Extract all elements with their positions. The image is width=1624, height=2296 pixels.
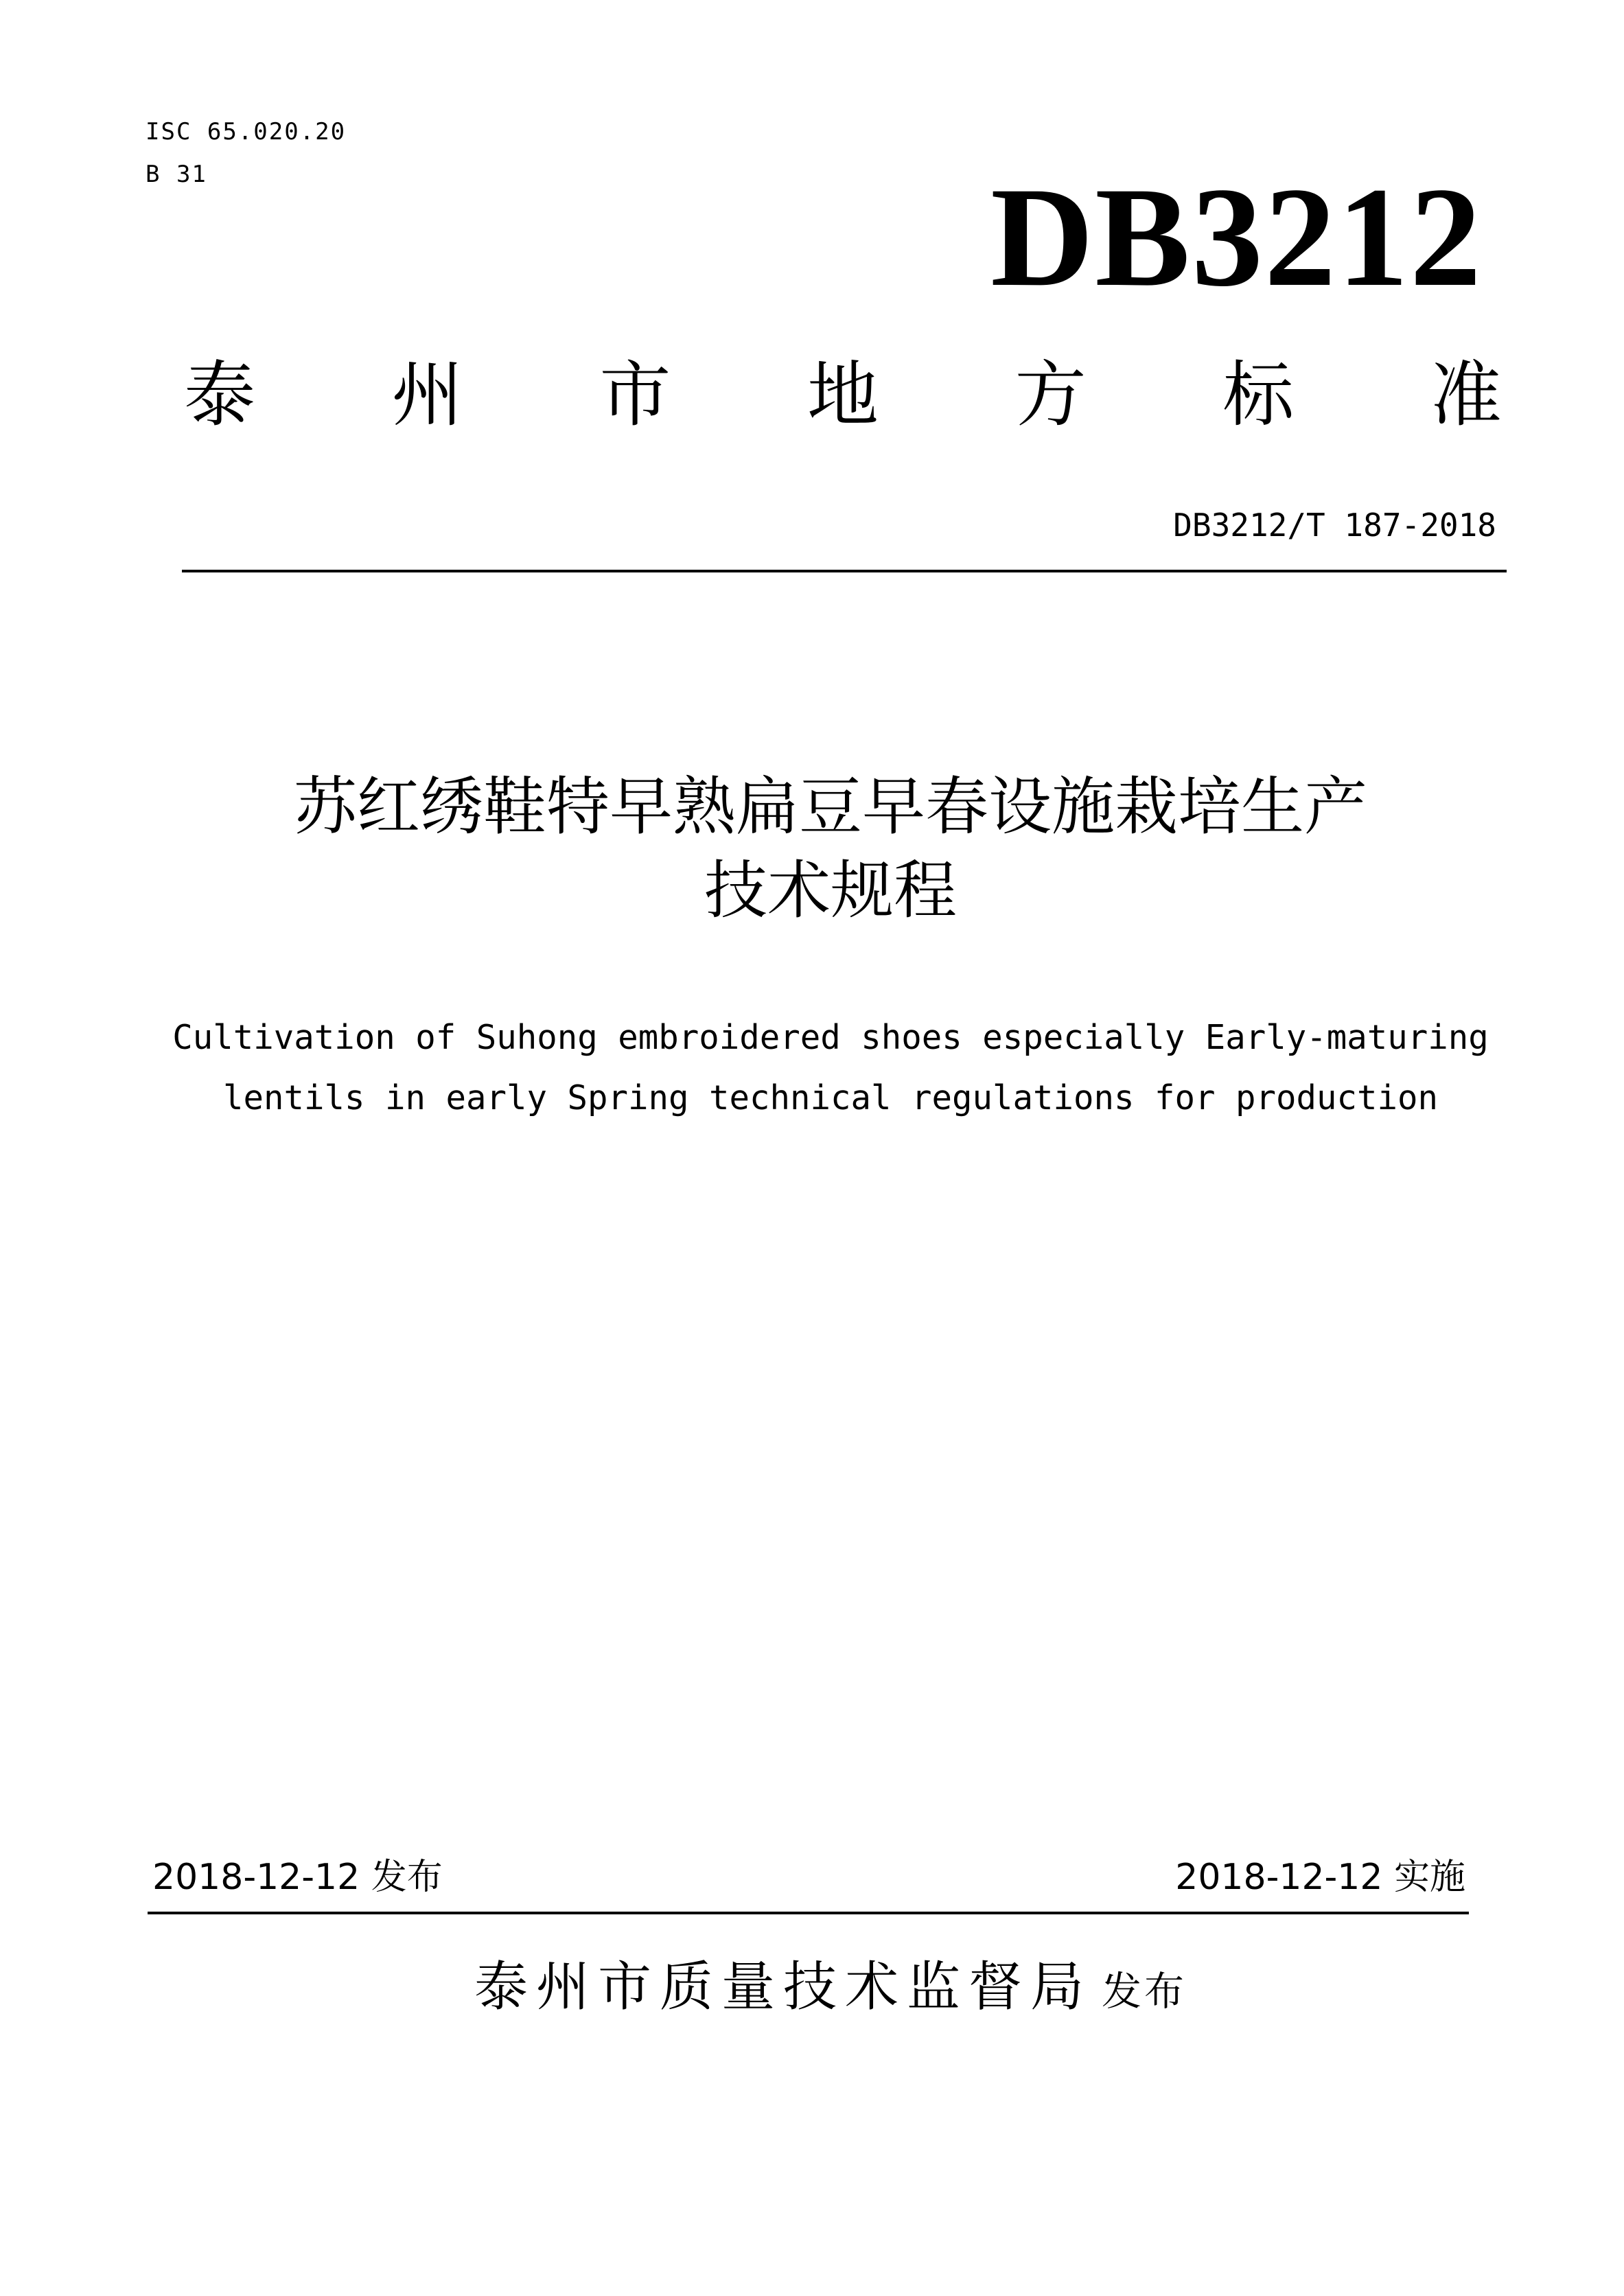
title-en-line: lentils in early Spring technical regulations for production (222, 1078, 1439, 1117)
publish-date: 2018-12-12 发布 (152, 1857, 443, 1898)
implement-date: 2018-12-12 实施 (1175, 1857, 1465, 1898)
ccs-code: B 31 (146, 161, 207, 188)
local-standard-heading (184, 350, 1502, 439)
document-title-zh (165, 765, 1496, 933)
document-title-en (165, 1008, 1496, 1128)
title-zh-line: 苏红绣鞋特早熟扁豆早春设施栽培生产 (293, 770, 1367, 844)
heading-char: 市 (599, 353, 671, 437)
standard-code-large: DB3212 (990, 158, 1483, 316)
title-zh-line: 技术规程 (704, 854, 957, 927)
ics-code: ISC 65.020.20 (146, 118, 347, 146)
issuer-line (165, 1949, 1496, 2039)
issuer-name: 泰州市质量技术监督局 (474, 1956, 1092, 2018)
standard-number: DB3212/T 187-2018 (1173, 507, 1496, 544)
heading-char: 地 (807, 353, 879, 437)
footer-divider (148, 1912, 1469, 1914)
issuer-suffix: 发布 (1102, 1968, 1187, 2015)
heading-char: 准 (1430, 353, 1502, 437)
heading-char: 泰 (184, 353, 256, 437)
header-divider (182, 570, 1507, 572)
heading-char: 标 (1222, 353, 1295, 437)
heading-char: 方 (1014, 353, 1087, 437)
title-en-line: Cultivation of Suhong embroidered shoes especially Early-maturing (172, 1018, 1489, 1057)
heading-char: 州 (391, 353, 463, 437)
